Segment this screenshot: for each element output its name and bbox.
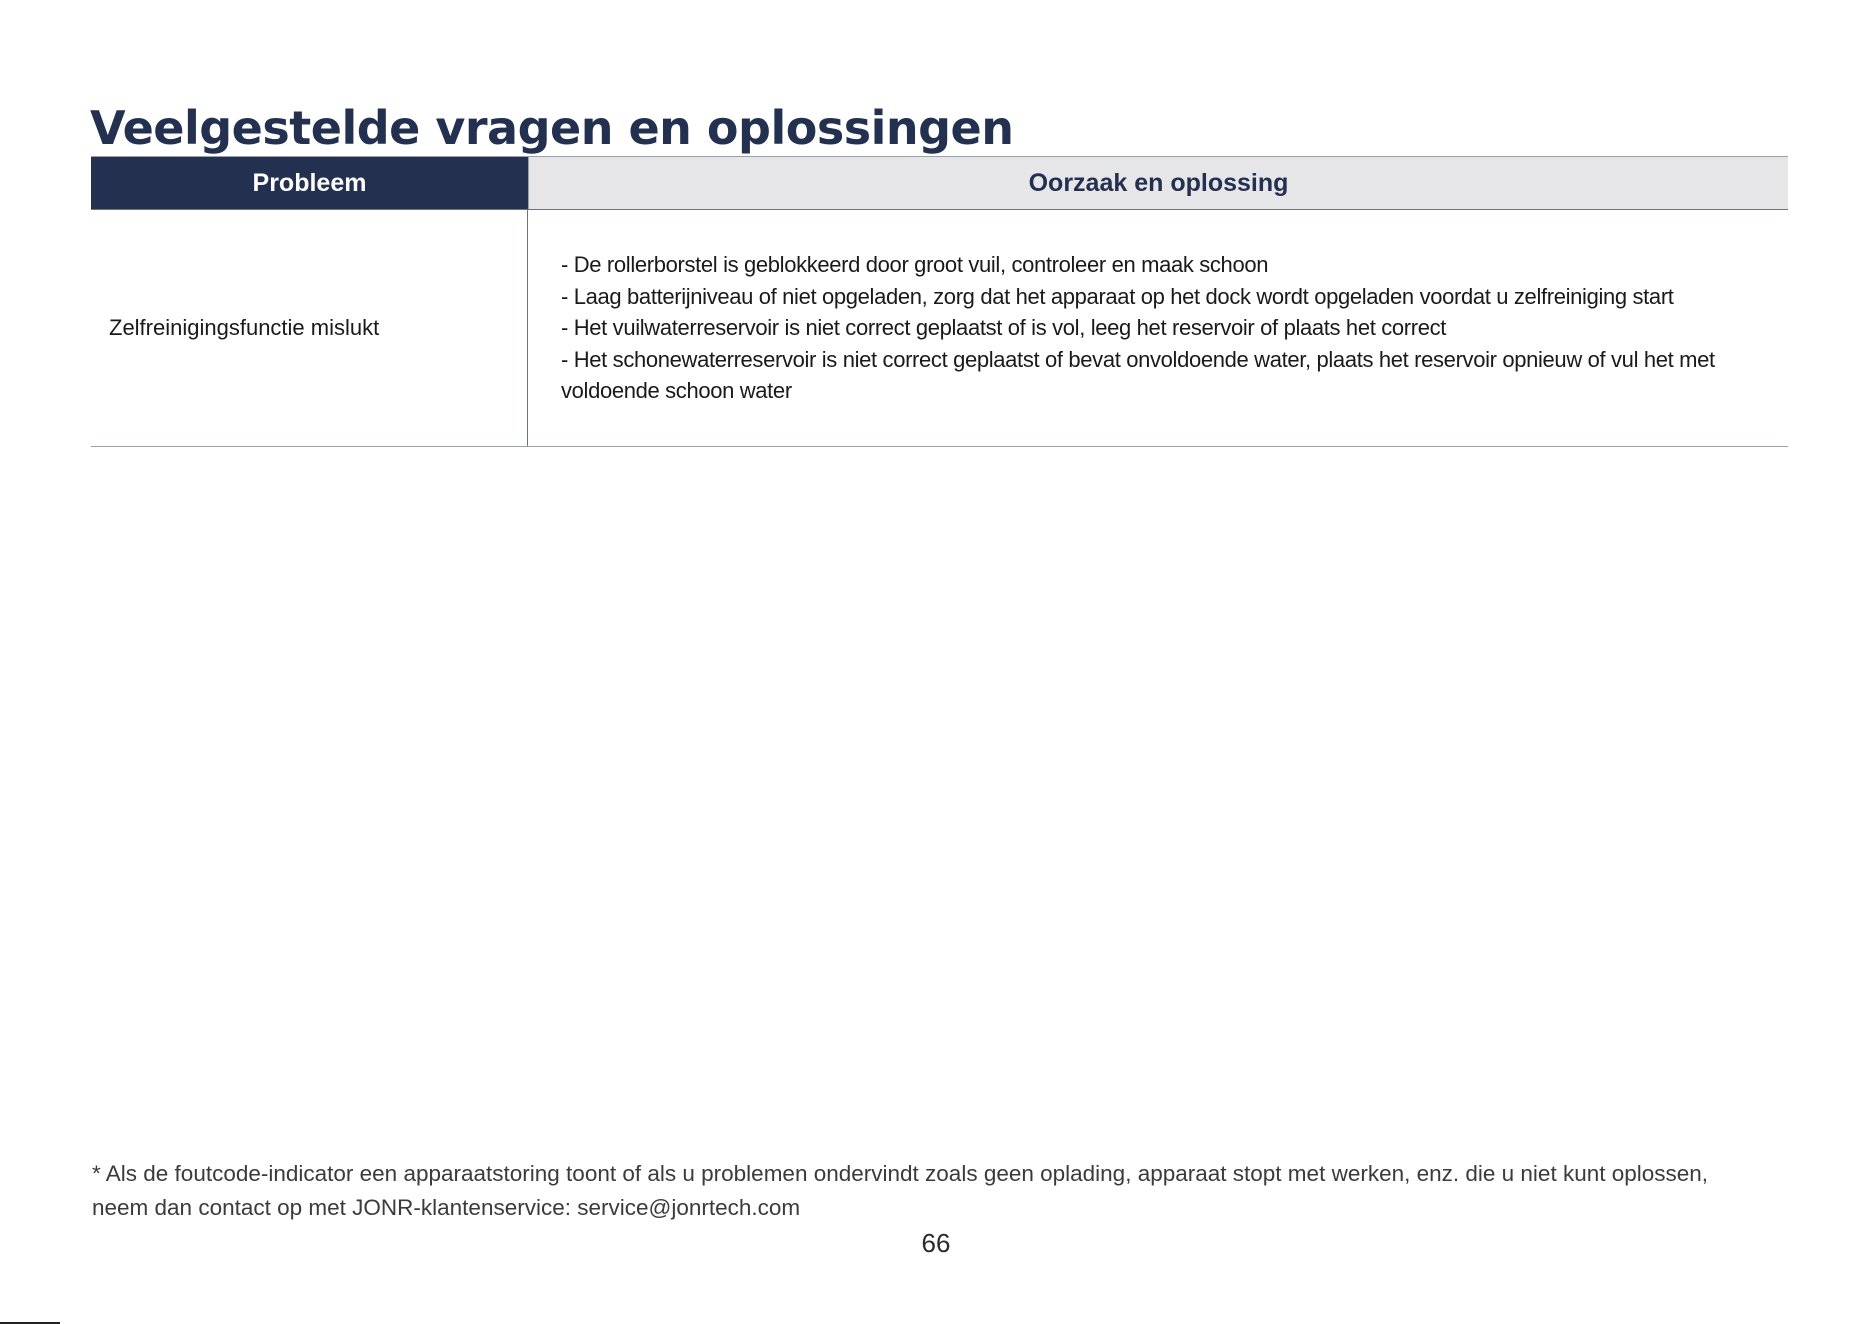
page-title: Veelgestelde vragen en oplossingen bbox=[90, 101, 1014, 155]
faq-table bbox=[91, 156, 1788, 447]
footnote-line: * Als de foutcode-indicator een apparaatstoring toont of als u problemen ondervindt zoals geen oplading, apparaat stopt met werken, enz. die u niet kunt oplossen, bbox=[92, 1161, 1709, 1186]
problem-cell: Zelfreinigingsfunctie mislukt bbox=[91, 210, 528, 446]
solution-line: - Het schonewaterreservoir is niet correct geplaatst of bevat onvoldoende water, plaats het reservoir opnieuw of vul het met voldoende schoon water bbox=[561, 346, 1715, 404]
footnote-line: neem dan contact op met JONR-klantenservice: service@jonrtech.com bbox=[92, 1195, 801, 1220]
page-number: 66 bbox=[921, 1228, 951, 1258]
header-problem: Probleem bbox=[91, 157, 528, 209]
table-header bbox=[91, 157, 1788, 210]
solution-cell bbox=[528, 210, 1788, 446]
header-cause-solution: Oorzaak en oplossing bbox=[528, 157, 1788, 209]
footnote bbox=[92, 1157, 1792, 1225]
solution-line: - Het vuilwaterreservoir is niet correct geplaatst of is vol, leeg het reservoir of plaats het correct bbox=[561, 315, 1447, 341]
table-row bbox=[91, 210, 1788, 447]
solution-line: - De rollerborstel is geblokkeerd door groot vuil, controleer en maak schoon bbox=[561, 252, 1269, 278]
solution-line: - Laag batterijniveau of niet opgeladen, zorg dat het apparaat op het dock wordt opgeladen voordat u zelfreiniging start bbox=[561, 283, 1674, 309]
